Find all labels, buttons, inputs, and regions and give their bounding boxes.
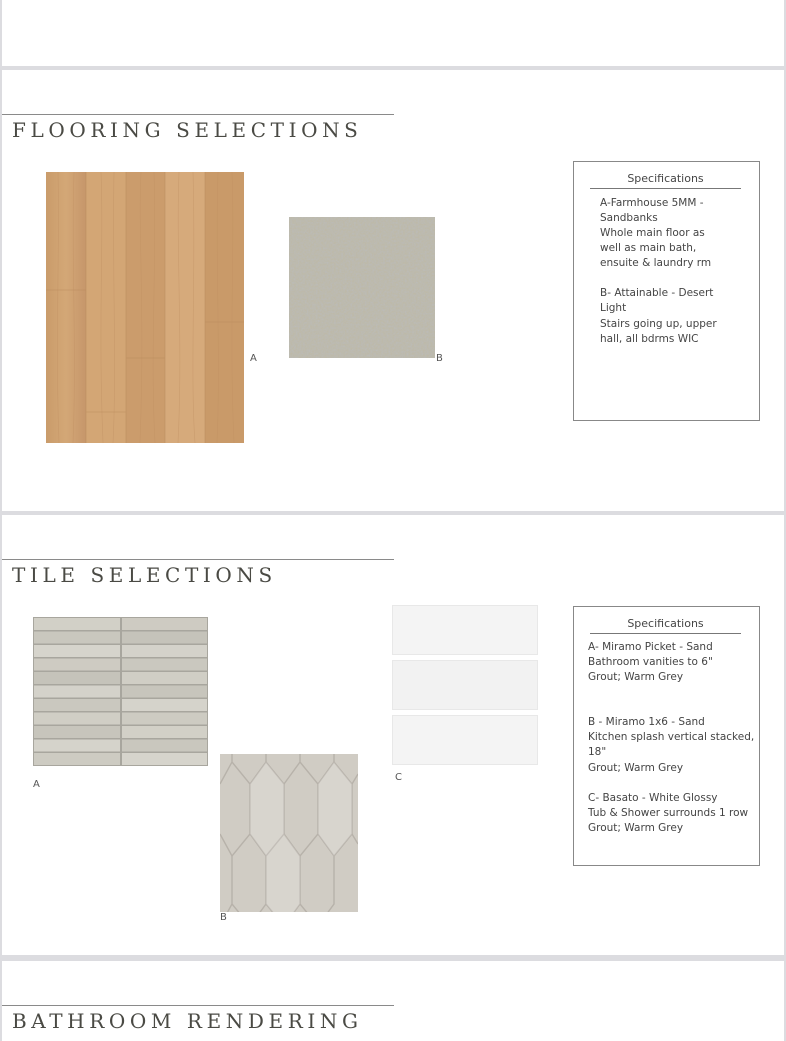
swatch-b-label: B (436, 353, 443, 364)
specifications-heading: Specifications (590, 172, 741, 189)
tile-swatch-a (33, 617, 208, 766)
swatch-a-label: A (33, 779, 40, 790)
spec-line: Kitchen splash vertical stacked, (588, 731, 755, 743)
specifications-box (573, 161, 760, 421)
spec-line: Bathroom vanities to 6" (588, 656, 713, 668)
spec-line: B- Attainable - Desert (600, 287, 714, 299)
spec-line: B - Miramo 1x6 - Sand (588, 716, 705, 728)
spec-line: Grout; Warm Grey (588, 671, 684, 683)
tile-selections-page (2, 515, 784, 955)
page-title: FLOORING SELECTIONS (12, 118, 363, 142)
tile-swatch-c (392, 605, 538, 765)
spec-line: ensuite & laundry rm (600, 257, 712, 269)
swatch-a-label: A (250, 353, 257, 364)
title-rule (2, 114, 394, 115)
spec-line: Grout; Warm Grey (588, 822, 684, 834)
spec-line: Stairs going up, upper (600, 318, 717, 330)
tile-swatch-b (220, 754, 358, 912)
title-rule (2, 1005, 394, 1006)
swatch-c-label: C (395, 772, 402, 783)
spec-line: Tub & Shower surrounds 1 row (588, 807, 749, 819)
spec-line: Whole main floor as (600, 227, 705, 239)
bathroom-rendering-page (2, 961, 784, 1041)
flooring-swatch-a (46, 172, 244, 443)
page-title: TILE SELECTIONS (12, 563, 277, 587)
spec-line: Grout; Warm Grey (588, 762, 684, 774)
title-rule (2, 559, 394, 560)
swatch-b-label: B (220, 912, 227, 923)
spec-line: Sandbanks (600, 212, 658, 224)
spec-line: A- Miramo Picket - Sand (588, 641, 713, 653)
spec-line: 18" (588, 746, 607, 758)
flooring-swatch-b (289, 217, 435, 358)
spec-line: hall, all bdrms WIC (600, 333, 699, 345)
specifications-heading: Specifications (590, 617, 741, 634)
specifications-box (573, 606, 760, 866)
page-top-fragment (2, 0, 784, 66)
spec-line: Light (600, 302, 627, 314)
spec-line: A-Farmhouse 5MM - (600, 197, 704, 209)
flooring-selections-page (2, 70, 784, 511)
page-title: BATHROOM RENDERING (12, 1009, 363, 1033)
spec-line: well as main bath, (600, 242, 697, 254)
spec-line: C- Basato - White Glossy (588, 792, 718, 804)
